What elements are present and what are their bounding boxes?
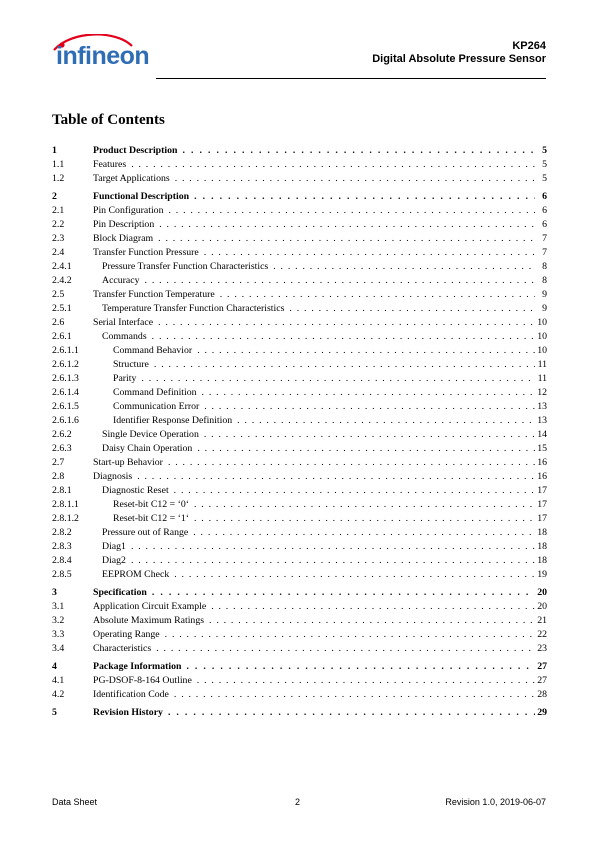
toc-dot-leader	[199, 400, 535, 414]
svg-text:infineon: infineon	[56, 42, 150, 70]
toc-entry-number: 2.8.1	[52, 485, 72, 496]
table-of-contents	[52, 144, 547, 720]
toc-entry-number: 2.6.1.5	[52, 401, 79, 412]
toc-dot-leader	[163, 456, 535, 470]
toc-section-entry[interactable]	[52, 400, 547, 414]
toc-entry-number: 2.8.4	[52, 555, 72, 566]
toc-dot-leader	[169, 688, 535, 702]
toc-dot-leader	[126, 158, 535, 172]
toc-dot-leader	[169, 568, 535, 582]
toc-entry-title: Command Definition	[113, 387, 197, 398]
toc-entry-number: 2.6.1.1	[52, 345, 79, 356]
toc-entry-number: 2.3	[52, 233, 65, 244]
toc-entry-number: 2.8.3	[52, 541, 72, 552]
toc-section-entry[interactable]	[52, 442, 547, 456]
toc-section-entry[interactable]	[52, 344, 547, 358]
toc-dot-leader	[126, 540, 535, 554]
toc-heading: Table of Contents	[52, 112, 165, 128]
toc-dot-leader	[197, 386, 535, 400]
toc-entry-number: 4.2	[52, 689, 65, 700]
toc-entry-title: Accuracy	[102, 275, 140, 286]
toc-entry-page: 6	[542, 219, 547, 230]
toc-section-entry[interactable]	[52, 330, 547, 344]
toc-entry-page: 17	[537, 513, 547, 524]
toc-dot-leader	[177, 144, 535, 158]
toc-entry-number: 3.1	[52, 601, 65, 612]
toc-entry-page: 12	[537, 387, 547, 398]
toc-entry-number: 2.4.2	[52, 275, 72, 286]
toc-entry-number: 2.8.1.2	[52, 513, 79, 524]
toc-entry-page: 6	[542, 191, 547, 202]
toc-entry-page: 10	[537, 317, 547, 328]
toc-entry-number: 2.6.3	[52, 443, 72, 454]
header-product-code: KP264	[512, 40, 546, 52]
toc-section-entry[interactable]	[52, 172, 547, 186]
toc-entry-title: Diag2	[102, 555, 126, 566]
toc-entry-title: Pin Configuration	[93, 205, 164, 216]
toc-entry-page: 11	[537, 359, 547, 370]
toc-entry-title: Pressure Transfer Function Characteristics	[102, 261, 269, 272]
toc-entry-number: 3.3	[52, 629, 65, 640]
toc-entry-page: 5	[542, 173, 547, 184]
toc-entry-page: 17	[537, 485, 547, 496]
toc-entry-title: Specification	[93, 587, 147, 598]
toc-dot-leader	[189, 512, 535, 526]
toc-entry-page: 27	[537, 675, 547, 686]
toc-dot-leader	[188, 526, 535, 540]
toc-section-entry[interactable]	[52, 414, 547, 428]
toc-entry-number: 2.6.1.2	[52, 359, 79, 370]
toc-entry-page: 5	[542, 145, 547, 156]
toc-dot-leader	[132, 470, 535, 484]
toc-entry-page: 15	[537, 443, 547, 454]
toc-entry-page: 18	[537, 527, 547, 538]
toc-entry-title: Reset-bit C12 = ‘0‘	[113, 499, 189, 510]
toc-dot-leader	[154, 218, 535, 232]
toc-entry-title: Features	[93, 159, 127, 170]
toc-entry-title: Communication Error	[113, 401, 200, 412]
toc-chapter-entry[interactable]	[52, 190, 547, 204]
toc-section-entry[interactable]	[52, 302, 547, 316]
toc-dot-leader	[160, 628, 535, 642]
toc-entry-page: 23	[537, 643, 547, 654]
toc-entry-number: 2.8.2	[52, 527, 72, 538]
toc-entry-title: Pressure out of Range	[102, 527, 189, 538]
toc-entry-number: 1.1	[52, 159, 65, 170]
toc-section-entry[interactable]	[52, 204, 547, 218]
toc-entry-page: 7	[542, 233, 547, 244]
toc-entry-number: 2.8.1.1	[52, 499, 79, 510]
toc-section-entry[interactable]	[52, 568, 547, 582]
toc-entry-title: Diag1	[102, 541, 126, 552]
toc-entry-page: 14	[537, 429, 547, 440]
toc-section-entry[interactable]	[52, 526, 547, 540]
toc-entry-number: 3.4	[52, 643, 65, 654]
toc-entry-page: 20	[537, 587, 547, 598]
toc-entry-number: 4.1	[52, 675, 65, 686]
toc-entry-number: 5	[52, 707, 57, 718]
toc-dot-leader	[268, 260, 535, 274]
header-rule	[156, 78, 546, 79]
toc-section-entry[interactable]	[52, 316, 547, 330]
toc-entry-page: 29	[537, 707, 547, 718]
toc-section-entry[interactable]	[52, 470, 547, 484]
toc-section-entry[interactable]	[52, 456, 547, 470]
toc-dot-leader	[149, 358, 535, 372]
toc-section-entry[interactable]	[52, 158, 547, 172]
toc-entry-number: 2.1	[52, 205, 65, 216]
toc-dot-leader	[284, 302, 535, 316]
footer-page-number: 2	[294, 797, 300, 807]
toc-section-entry[interactable]	[52, 232, 547, 246]
toc-entry-page: 19	[537, 569, 547, 580]
toc-section-entry[interactable]	[52, 540, 547, 554]
toc-dot-leader	[147, 586, 535, 600]
toc-entry-number: 2.5	[52, 289, 65, 300]
toc-entry-number: 4	[52, 661, 57, 672]
toc-entry-title: Target Applications	[93, 173, 170, 184]
toc-section-entry[interactable]	[52, 274, 547, 288]
toc-section-entry[interactable]	[52, 484, 547, 498]
infineon-logo	[50, 34, 155, 78]
toc-dot-leader	[189, 498, 535, 512]
toc-entry-title: Parity	[113, 373, 137, 384]
toc-entry-page: 28	[537, 689, 547, 700]
toc-section-entry[interactable]	[52, 386, 547, 400]
toc-dot-leader	[181, 660, 535, 674]
toc-entry-page: 7	[542, 247, 547, 258]
toc-entry-number: 2.6.1.4	[52, 387, 79, 398]
toc-entry-page: 13	[537, 415, 547, 426]
header-document-title: Digital Absolute Pressure Sensor	[372, 53, 546, 65]
toc-entry-page: 10	[537, 345, 547, 356]
toc-entry-title: Absolute Maximum Ratings	[93, 615, 205, 626]
toc-entry-title: EEPROM Check	[102, 569, 170, 580]
toc-section-entry[interactable]	[52, 600, 547, 614]
toc-chapter-entry[interactable]	[52, 144, 547, 158]
toc-chapter-entry[interactable]	[52, 586, 547, 600]
toc-entry-title: Commands	[102, 331, 147, 342]
toc-entry-number: 2.6	[52, 317, 65, 328]
toc-section-entry[interactable]	[52, 628, 547, 642]
toc-dot-leader	[153, 232, 535, 246]
toc-entry-title: Start-up Behavior	[93, 457, 163, 468]
toc-dot-leader	[215, 288, 535, 302]
toc-entry-title: Diagnostic Reset	[102, 485, 169, 496]
toc-dot-leader	[199, 246, 535, 260]
toc-entry-page: 8	[542, 275, 547, 286]
toc-entry-number: 2.6.1.6	[52, 415, 79, 426]
toc-entry-title: Application Circuit Example	[93, 601, 207, 612]
toc-section-entry[interactable]	[52, 428, 547, 442]
toc-entry-title: Operating Range	[93, 629, 160, 640]
toc-entry-title: Transfer Function Pressure	[93, 247, 199, 258]
toc-entry-page: 6	[542, 205, 547, 216]
toc-entry-number: 1	[52, 145, 57, 156]
toc-entry-page: 8	[542, 261, 547, 272]
toc-entry-title: Functional Description	[93, 191, 190, 202]
toc-chapter-entry[interactable]	[52, 706, 547, 720]
toc-dot-leader	[140, 274, 535, 288]
toc-entry-title: Command Behavior	[113, 345, 193, 356]
toc-section-entry[interactable]	[52, 288, 547, 302]
toc-entry-title: Product Description	[93, 145, 178, 156]
toc-section-entry[interactable]	[52, 688, 547, 702]
toc-dot-leader	[192, 674, 535, 688]
toc-dot-leader	[204, 614, 535, 628]
toc-entry-title: Characteristics	[93, 643, 152, 654]
toc-entry-title: Single Device Operation	[102, 429, 199, 440]
toc-dot-leader	[126, 554, 535, 568]
toc-section-entry[interactable]	[52, 246, 547, 260]
toc-entry-title: Block Diagram	[93, 233, 154, 244]
toc-entry-page: 18	[537, 555, 547, 566]
toc-entry-title: Daisy Chain Operation	[102, 443, 193, 454]
toc-entry-number: 2.6.1	[52, 331, 72, 342]
toc-entry-title: Temperature Transfer Function Characteristics	[102, 303, 285, 314]
toc-entry-number: 2.8	[52, 471, 65, 482]
toc-section-entry[interactable]	[52, 358, 547, 372]
toc-entry-number: 1.2	[52, 173, 65, 184]
toc-section-entry[interactable]	[52, 674, 547, 688]
toc-entry-number: 2.5.1	[52, 303, 72, 314]
toc-section-entry[interactable]	[52, 260, 547, 274]
toc-entry-title: Serial Interface	[93, 317, 154, 328]
toc-entry-title: Identification Code	[93, 689, 169, 700]
toc-entry-title: Structure	[113, 359, 149, 370]
toc-dot-leader	[136, 372, 535, 386]
toc-dot-leader	[147, 330, 535, 344]
toc-entry-number: 2.7	[52, 457, 65, 468]
toc-chapter-entry[interactable]	[52, 660, 547, 674]
toc-dot-leader	[199, 428, 535, 442]
toc-entry-page: 9	[542, 303, 547, 314]
toc-section-entry[interactable]	[52, 554, 547, 568]
toc-entry-number: 2.8.5	[52, 569, 72, 580]
toc-section-entry[interactable]	[52, 512, 547, 526]
toc-dot-leader	[192, 442, 535, 456]
toc-entry-page: 13	[537, 401, 547, 412]
toc-dot-leader	[169, 484, 535, 498]
toc-entry-number: 2.4	[52, 247, 65, 258]
toc-entry-title: PG-DSOF-8-164 Outline	[93, 675, 192, 686]
toc-entry-title: Identifier Response Definition	[113, 415, 233, 426]
toc-section-entry[interactable]	[52, 498, 547, 512]
toc-dot-leader	[189, 190, 535, 204]
footer-revision: Revision 1.0, 2019-06-07	[445, 797, 546, 807]
toc-entry-page: 17	[537, 499, 547, 510]
toc-dot-leader	[163, 706, 535, 720]
toc-entry-number: 2.4.1	[52, 261, 72, 272]
toc-entry-number: 3.2	[52, 615, 65, 626]
toc-entry-number: 2.2	[52, 219, 65, 230]
toc-entry-title: Pin Description	[93, 219, 155, 230]
toc-dot-leader	[163, 204, 535, 218]
toc-section-entry[interactable]	[52, 372, 547, 386]
toc-entry-page: 20	[537, 601, 547, 612]
toc-entry-page: 10	[537, 331, 547, 342]
toc-section-entry[interactable]	[52, 642, 547, 656]
toc-entry-page: 11	[537, 373, 547, 384]
toc-dot-leader	[151, 642, 535, 656]
toc-entry-title: Revision History	[93, 707, 163, 718]
toc-entry-title: Transfer Function Temperature	[93, 289, 215, 300]
footer-doc-type: Data Sheet	[52, 797, 98, 807]
toc-entry-title: Diagnosis	[93, 471, 133, 482]
toc-dot-leader	[192, 344, 535, 358]
toc-entry-page: 16	[537, 471, 547, 482]
toc-entry-page: 21	[537, 615, 547, 626]
toc-entry-page: 22	[537, 629, 547, 640]
toc-entry-page: 5	[542, 159, 547, 170]
toc-entry-page: 18	[537, 541, 547, 552]
toc-entry-number: 2	[52, 191, 57, 202]
toc-entry-number: 2.6.2	[52, 429, 72, 440]
toc-entry-title: Reset-bit C12 = ‘1‘	[113, 513, 189, 524]
toc-entry-page: 27	[537, 661, 547, 672]
toc-dot-leader	[170, 172, 535, 186]
toc-entry-page: 9	[542, 289, 547, 300]
toc-entry-number: 3	[52, 587, 57, 598]
toc-section-entry[interactable]	[52, 218, 547, 232]
toc-dot-leader	[153, 316, 535, 330]
toc-entry-page: 16	[537, 457, 547, 468]
toc-entry-title: Package Information	[93, 661, 182, 672]
toc-dot-leader	[206, 600, 535, 614]
toc-dot-leader	[232, 414, 535, 428]
toc-section-entry[interactable]	[52, 614, 547, 628]
toc-entry-number: 2.6.1.3	[52, 373, 79, 384]
